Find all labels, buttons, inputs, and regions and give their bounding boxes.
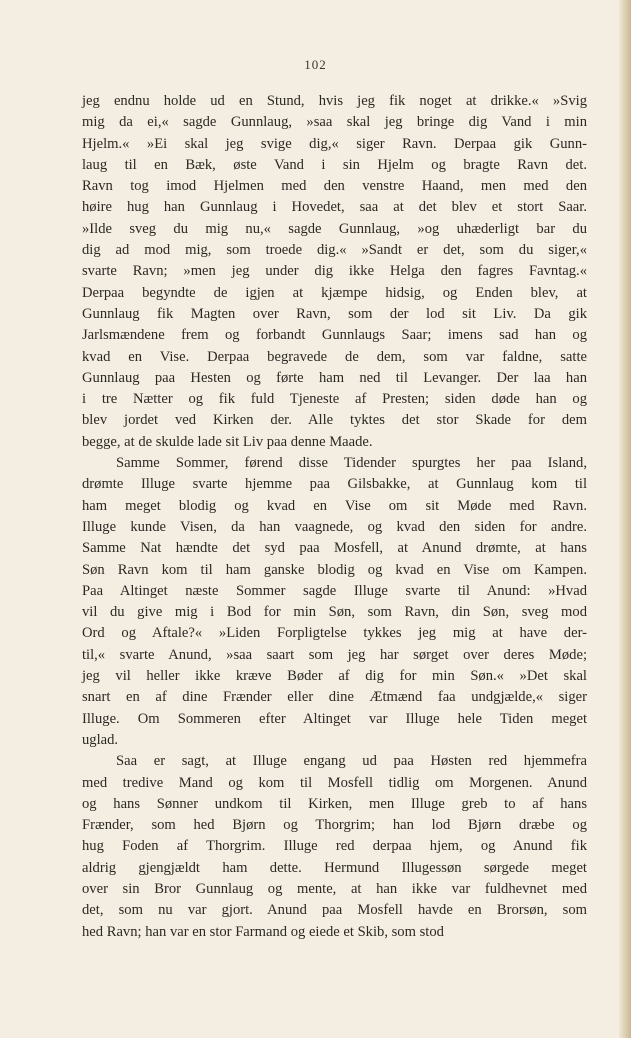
text-line: Jarlsmændene frem og forbandt Gunnlaugs Saar; imens sad han og	[82, 327, 587, 344]
text-line: Frænder, som hed Bjørn og Thorgrim; han lod Bjørn dræbe og	[82, 817, 587, 834]
paragraph	[82, 453, 587, 751]
text-line: uglad.	[82, 731, 119, 748]
text-line: Samme Nat hændte det syd paa Mosfell, at Anund drømte, at hans	[82, 540, 587, 557]
text-line: Hjelm.« »Ei skal jeg svige dig,« siger Ravn. Derpaa gik Gunn-	[82, 135, 587, 152]
text-line: Ravn tog imod Hjelmen med den venstre Haand, men med den	[82, 178, 587, 195]
text-line: snart en af dine Frænder eller dine Ætmænd faa undgjælde,« siger	[82, 689, 587, 706]
text-line: hug Foden af Thorgrim. Illuge red derpaa hjem, og Anund fik	[82, 838, 587, 855]
text-line: Ord og Aftale?« »Liden Forpligtelse tykkes jeg mig at have der-	[82, 625, 587, 642]
text-line: og hans Sønner undkom til Kirken, men Illuge greb to af hans	[82, 795, 587, 812]
text-line: blev jordet ved Kirken der. Alle tyktes det stor Skade for dem	[82, 412, 587, 429]
text-line: laug til en Bæk, øste Vand i sin Hjelm og bragte Ravn det.	[82, 156, 587, 173]
text-line: Paa Altinget næste Sommer sagde Illuge svarte til Anund: »Hvad	[82, 582, 587, 599]
text-line: Derpaa begyndte de igjen at kjæmpe hidsig, og Enden blev, at	[82, 284, 587, 301]
paragraph	[82, 91, 587, 453]
text-line: det, som nu var gjort. Anund paa Mosfell havde en Brorsøn, som	[82, 902, 587, 919]
text-line: vil du give mig i Bod for min Søn, som Ravn, din Søn, sveg mod	[82, 604, 587, 621]
text-line: kvad en Vise. Derpaa begravede de dem, som var faldne, satte	[82, 348, 587, 365]
text-line: dig ad mod mig, som troede dig.« »Sandt er det, som du siger,«	[82, 242, 587, 259]
text-line: i tre Nætter og fik fuld Tjeneste af Presten; siden døde han og	[82, 391, 587, 408]
text-line: høire hug han Gunnlaug i Hovedet, saa at det blev et stort Saar.	[82, 199, 587, 216]
text-line: Gunnlaug fik Magten over Ravn, som der lod sit Liv. Da gik	[82, 305, 587, 322]
text-line: over sin Bror Gunnlaug og mente, at han ikke var fuldhevnet med	[82, 880, 587, 897]
text-line: Saa er sagt, at Illuge engang ud paa Høsten red hjemmefra	[116, 753, 587, 770]
text-line: aldrig gjengjældt ham dette. Hermund Illugessøn sørgede meget	[82, 859, 587, 876]
text-line: begge, at de skulde lade sit Liv paa denne Maade.	[82, 433, 373, 450]
text-line: hed Ravn; han var en stor Farmand og eiede et Skib, som stod	[82, 923, 444, 940]
text-line: jeg endnu holde ud en Stund, hvis jeg fik noget at drikke.« »Svig	[82, 93, 587, 109]
text-line: Søn Ravn kom til ham ganske blodig og kvad en Vise om Kampen.	[82, 561, 587, 578]
page-edge	[619, 0, 631, 1038]
text-line: til,« svarte Anund, »saa saart som jeg har sørget over deres Møde;	[82, 646, 587, 663]
text-line: jeg vil heller ikke kræve Bøder af dig for min Søn.« »Det skal	[82, 668, 587, 685]
body-text	[82, 91, 587, 943]
text-line: med tredive Mand og kom til Mosfell tidlig om Morgenen. Anund	[82, 774, 587, 791]
text-line: Illuge. Om Sommeren efter Altinget var Illuge hele Tiden meget	[82, 710, 587, 727]
text-line: ham meget blodig og kvad en Vise om sit Møde med Ravn.	[82, 497, 587, 514]
page-number: 102	[304, 57, 327, 72]
text-line: Illuge kunde Visen, da han vaagnede, og kvad den siden for andre.	[82, 518, 587, 535]
text-line: Gunnlaug paa Hesten og førte ham ned til Levanger. Der laa han	[82, 369, 587, 386]
text-line: Samme Sommer, førend disse Tidender spurgtes her paa Island,	[116, 455, 587, 472]
text-line: svarte Ravn; »men jeg under dig ikke Helga den fagres Favntag.«	[82, 263, 587, 280]
text-line: drømte Illuge svarte hjemme paa Gilsbakke, at Gunnlaug kom til	[82, 476, 587, 493]
text-line: mig da ei,« sagde Gunnlaug, »saa skal jeg bringe dig Vand i min	[82, 114, 587, 131]
paragraph	[82, 751, 587, 943]
text-line: »Ilde sveg du mig nu,« sagde Gunnlaug, »og uhæderligt bar du	[82, 220, 587, 237]
